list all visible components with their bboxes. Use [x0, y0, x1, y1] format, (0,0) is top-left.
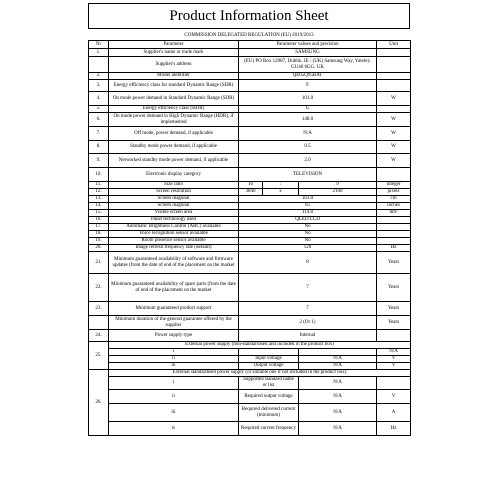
row-nr: 16.	[89, 217, 109, 224]
header-unit: Unit	[377, 41, 411, 49]
ext-supply-heading: External power supply (non-standardised and included in the product box)	[109, 342, 411, 349]
table-row	[89, 182, 411, 189]
row-unit: inches	[377, 203, 411, 210]
row-value: 7	[239, 274, 377, 302]
row-parameter: Supplier's name or trade mark	[109, 49, 239, 57]
header-nr: Nr	[89, 41, 109, 49]
row-value-sep: :	[263, 182, 299, 189]
row-value: SAMSUNG	[239, 49, 377, 57]
row-nr: 4.	[89, 92, 109, 106]
row-value: F	[239, 80, 377, 92]
table-row	[89, 231, 411, 238]
row-unit	[377, 224, 411, 231]
table-row	[89, 80, 411, 92]
row-value: No	[239, 231, 377, 238]
row-parameter: Standby mode power demand, if applicable	[109, 141, 239, 154]
row-value: 114.8	[239, 210, 377, 217]
row-nr: 5.	[89, 106, 109, 113]
row-parameter: Voice recognition sensor available	[109, 231, 239, 238]
row-unit: W	[377, 113, 411, 127]
row-unit: Years	[377, 302, 411, 316]
table-row	[89, 203, 411, 210]
row-parameter: Model identifier	[109, 73, 239, 80]
sheet-title: Product Information Sheet	[88, 3, 410, 29]
row-nr: 20.	[89, 245, 109, 252]
table-row	[89, 127, 411, 141]
row-value-sep: x	[263, 189, 299, 196]
row-nr: 19.	[89, 238, 109, 245]
table-row	[89, 316, 411, 330]
row-unit: integer	[377, 182, 411, 189]
table-row	[89, 349, 411, 356]
sub-parameter: Required current frequency	[239, 422, 299, 436]
row-unit: pixels	[377, 189, 411, 196]
row-nr: 7.	[89, 127, 109, 141]
sub-nr: i	[109, 349, 239, 356]
table-row	[89, 252, 411, 274]
row-value: QLED LCD	[239, 217, 377, 224]
row-unit: W	[377, 92, 411, 106]
row-value: Internal	[239, 330, 377, 342]
table-row	[89, 224, 411, 231]
row-nr	[89, 316, 109, 330]
row-unit: dm²	[377, 210, 411, 217]
row-unit: Years	[377, 316, 411, 330]
row-nr: 14.	[89, 203, 109, 210]
row-parameter: Minimum duration of the general guarantee offered by the supplier	[109, 316, 239, 330]
row-value: 8	[239, 252, 377, 274]
row-nr: 26.	[89, 370, 109, 436]
sub-value: N/A	[299, 356, 377, 363]
table-row	[89, 404, 411, 422]
row-unit	[377, 168, 411, 182]
table-row	[89, 217, 411, 224]
row-nr: 13.	[89, 196, 109, 203]
row-parameter: Screen resolution	[109, 189, 239, 196]
row-value: 2.0	[239, 154, 377, 168]
row-nr: 1.	[89, 49, 109, 57]
row-value-a: 3840	[239, 189, 263, 196]
sub-nr: ii	[109, 390, 239, 404]
row-value: 7	[239, 302, 377, 316]
row-parameter: Supplier's address	[109, 57, 239, 73]
row-value: No	[239, 224, 377, 231]
row-nr: 11.	[89, 182, 109, 189]
sub-value: N/A	[299, 404, 377, 422]
row-value: (EU) PO Box 12987, Dublin. IE / (UK) Samsung Way, Yateley. GU46 6GG. UK	[239, 57, 377, 73]
row-parameter: Screen diagonal	[109, 203, 239, 210]
regulation-subtitle: COMMISSION DELEGATED REGULATION (EU) 2019/2013	[184, 33, 314, 38]
row-nr: 10.	[89, 168, 109, 182]
row-unit	[377, 80, 411, 92]
sub-parameter: Input voltage	[239, 356, 299, 363]
table-row	[89, 92, 411, 106]
row-unit: W	[377, 154, 411, 168]
table-row	[89, 356, 411, 363]
row-value: QE65Q95BAT	[239, 73, 377, 80]
table-row	[89, 342, 411, 349]
row-parameter: Networked standby mode power demand, if applicable	[109, 154, 239, 168]
row-value: 65	[239, 203, 377, 210]
row-nr: 6.	[89, 113, 109, 127]
row-nr: 18.	[89, 231, 109, 238]
table-row	[89, 49, 411, 57]
row-parameter: Image refresh frequency rate (default)	[109, 245, 239, 252]
row-value: 101.0	[239, 92, 377, 106]
row-unit: Hz	[377, 245, 411, 252]
sub-parameter: Supported standard name or list	[239, 377, 299, 390]
table-row	[89, 238, 411, 245]
row-parameter: Minimum guaranteed availability of spare parts (from the date of end of the placement on the market	[109, 274, 239, 302]
row-parameter: Energy efficiency class (HDR)	[109, 106, 239, 113]
table-row	[89, 422, 411, 436]
row-parameter: Visible screen area	[109, 210, 239, 217]
sub-nr: iii	[109, 404, 239, 422]
row-nr: 25.	[89, 342, 109, 370]
row-value: N/A	[239, 127, 377, 141]
sub-unit: N/A	[377, 349, 411, 356]
row-parameter: Off mode, power demand, if applicable	[109, 127, 239, 141]
row-unit	[377, 238, 411, 245]
table-row	[89, 106, 411, 113]
table-row	[89, 363, 411, 370]
product-information-sheet	[88, 3, 410, 497]
table-row	[89, 370, 411, 377]
row-unit	[377, 57, 411, 73]
row-nr: 3.	[89, 80, 109, 92]
row-value: TELEVISION	[239, 168, 377, 182]
sub-nr: iv	[109, 422, 239, 436]
sub-value	[299, 349, 377, 356]
row-parameter: Energy efficiency class for standard Dynamic Range (SDR)	[109, 80, 239, 92]
sub-unit: V	[377, 363, 411, 370]
row-parameter: Minimum guaranteed product support	[109, 302, 239, 316]
row-unit: W	[377, 127, 411, 141]
row-unit	[377, 217, 411, 224]
sub-value: N/A	[299, 422, 377, 436]
table-row	[89, 73, 411, 80]
row-nr: 22.	[89, 274, 109, 302]
row-unit	[377, 73, 411, 80]
row-nr: 23.	[89, 302, 109, 316]
table-row	[89, 245, 411, 252]
table-row	[89, 302, 411, 316]
row-nr: 8.	[89, 141, 109, 154]
row-parameter: On mode power demand in Standard Dynamic Range (SDR)	[109, 92, 239, 106]
row-value: 2 (Or 1)	[239, 316, 377, 330]
row-nr	[89, 57, 109, 73]
row-value-b: 2160	[299, 189, 377, 196]
row-nr: 17.	[89, 224, 109, 231]
sub-unit: V	[377, 356, 411, 363]
header-values: Parameter values and precision	[239, 41, 377, 49]
sub-value: N/A	[299, 363, 377, 370]
sub-parameter: Required delivered current (minimum)	[239, 404, 299, 422]
row-nr: 9.	[89, 154, 109, 168]
table-row	[89, 210, 411, 217]
table-row	[89, 189, 411, 196]
row-value: 163.0	[239, 196, 377, 203]
row-parameter: Automatic Brightness Control (ABC) available	[109, 224, 239, 231]
table-row	[89, 154, 411, 168]
row-unit	[377, 106, 411, 113]
sub-nr: iii	[109, 363, 239, 370]
row-parameter: Minimum guaranteed availability of software and firmware updates (from the date of end of the placement on the market	[109, 252, 239, 274]
std-supply-heading: External standardised power supply (or suitable one if not included in the product box)	[109, 370, 411, 377]
row-value-a: 16	[239, 182, 263, 189]
sub-parameter: Output voltage	[239, 363, 299, 370]
table-header-row	[89, 41, 411, 49]
table-row	[89, 196, 411, 203]
sub-parameter: Required output voltage	[239, 390, 299, 404]
table-row	[89, 390, 411, 404]
row-nr: 21.	[89, 252, 109, 274]
sub-unit: A	[377, 404, 411, 422]
table-row	[89, 377, 411, 390]
row-parameter: Electronic display category	[109, 168, 239, 182]
row-unit: Years	[377, 252, 411, 274]
sub-unit	[377, 377, 411, 390]
sub-value: N/A	[299, 390, 377, 404]
sub-nr: i	[109, 377, 239, 390]
row-value: G	[239, 106, 377, 113]
row-parameter: Screen diagonal	[109, 196, 239, 203]
table-row	[89, 330, 411, 342]
row-nr: 24.	[89, 330, 109, 342]
row-unit	[377, 330, 411, 342]
sub-nr: ii	[109, 356, 239, 363]
row-value: No	[239, 238, 377, 245]
row-parameter: Size ratio	[109, 182, 239, 189]
sub-parameter	[239, 349, 299, 356]
row-value-b: 9	[299, 182, 377, 189]
table-row	[89, 57, 411, 73]
row-parameter: Power supply type	[109, 330, 239, 342]
row-parameter: Panel technology used	[109, 217, 239, 224]
row-nr: 15.	[89, 210, 109, 217]
table-row	[89, 113, 411, 127]
row-value: 120	[239, 245, 377, 252]
row-value: 148.0	[239, 113, 377, 127]
row-parameter: Room presence sensor available	[109, 238, 239, 245]
info-table	[88, 40, 411, 436]
row-nr: 2.	[89, 73, 109, 80]
row-unit: Years	[377, 274, 411, 302]
row-unit	[377, 231, 411, 238]
row-nr: 12.	[89, 189, 109, 196]
table-row	[89, 274, 411, 302]
row-unit: cm	[377, 196, 411, 203]
sub-value: N/A	[299, 377, 377, 390]
row-unit	[377, 49, 411, 57]
row-parameter: On mode power demand in High Dynamic Range (HDR), if implemented	[109, 113, 239, 127]
row-value: 0.5	[239, 141, 377, 154]
sub-unit: Hz	[377, 422, 411, 436]
row-unit: W	[377, 141, 411, 154]
table-row	[89, 168, 411, 182]
header-parameter: Parameter	[109, 41, 239, 49]
table-row	[89, 141, 411, 154]
sub-unit: V	[377, 390, 411, 404]
